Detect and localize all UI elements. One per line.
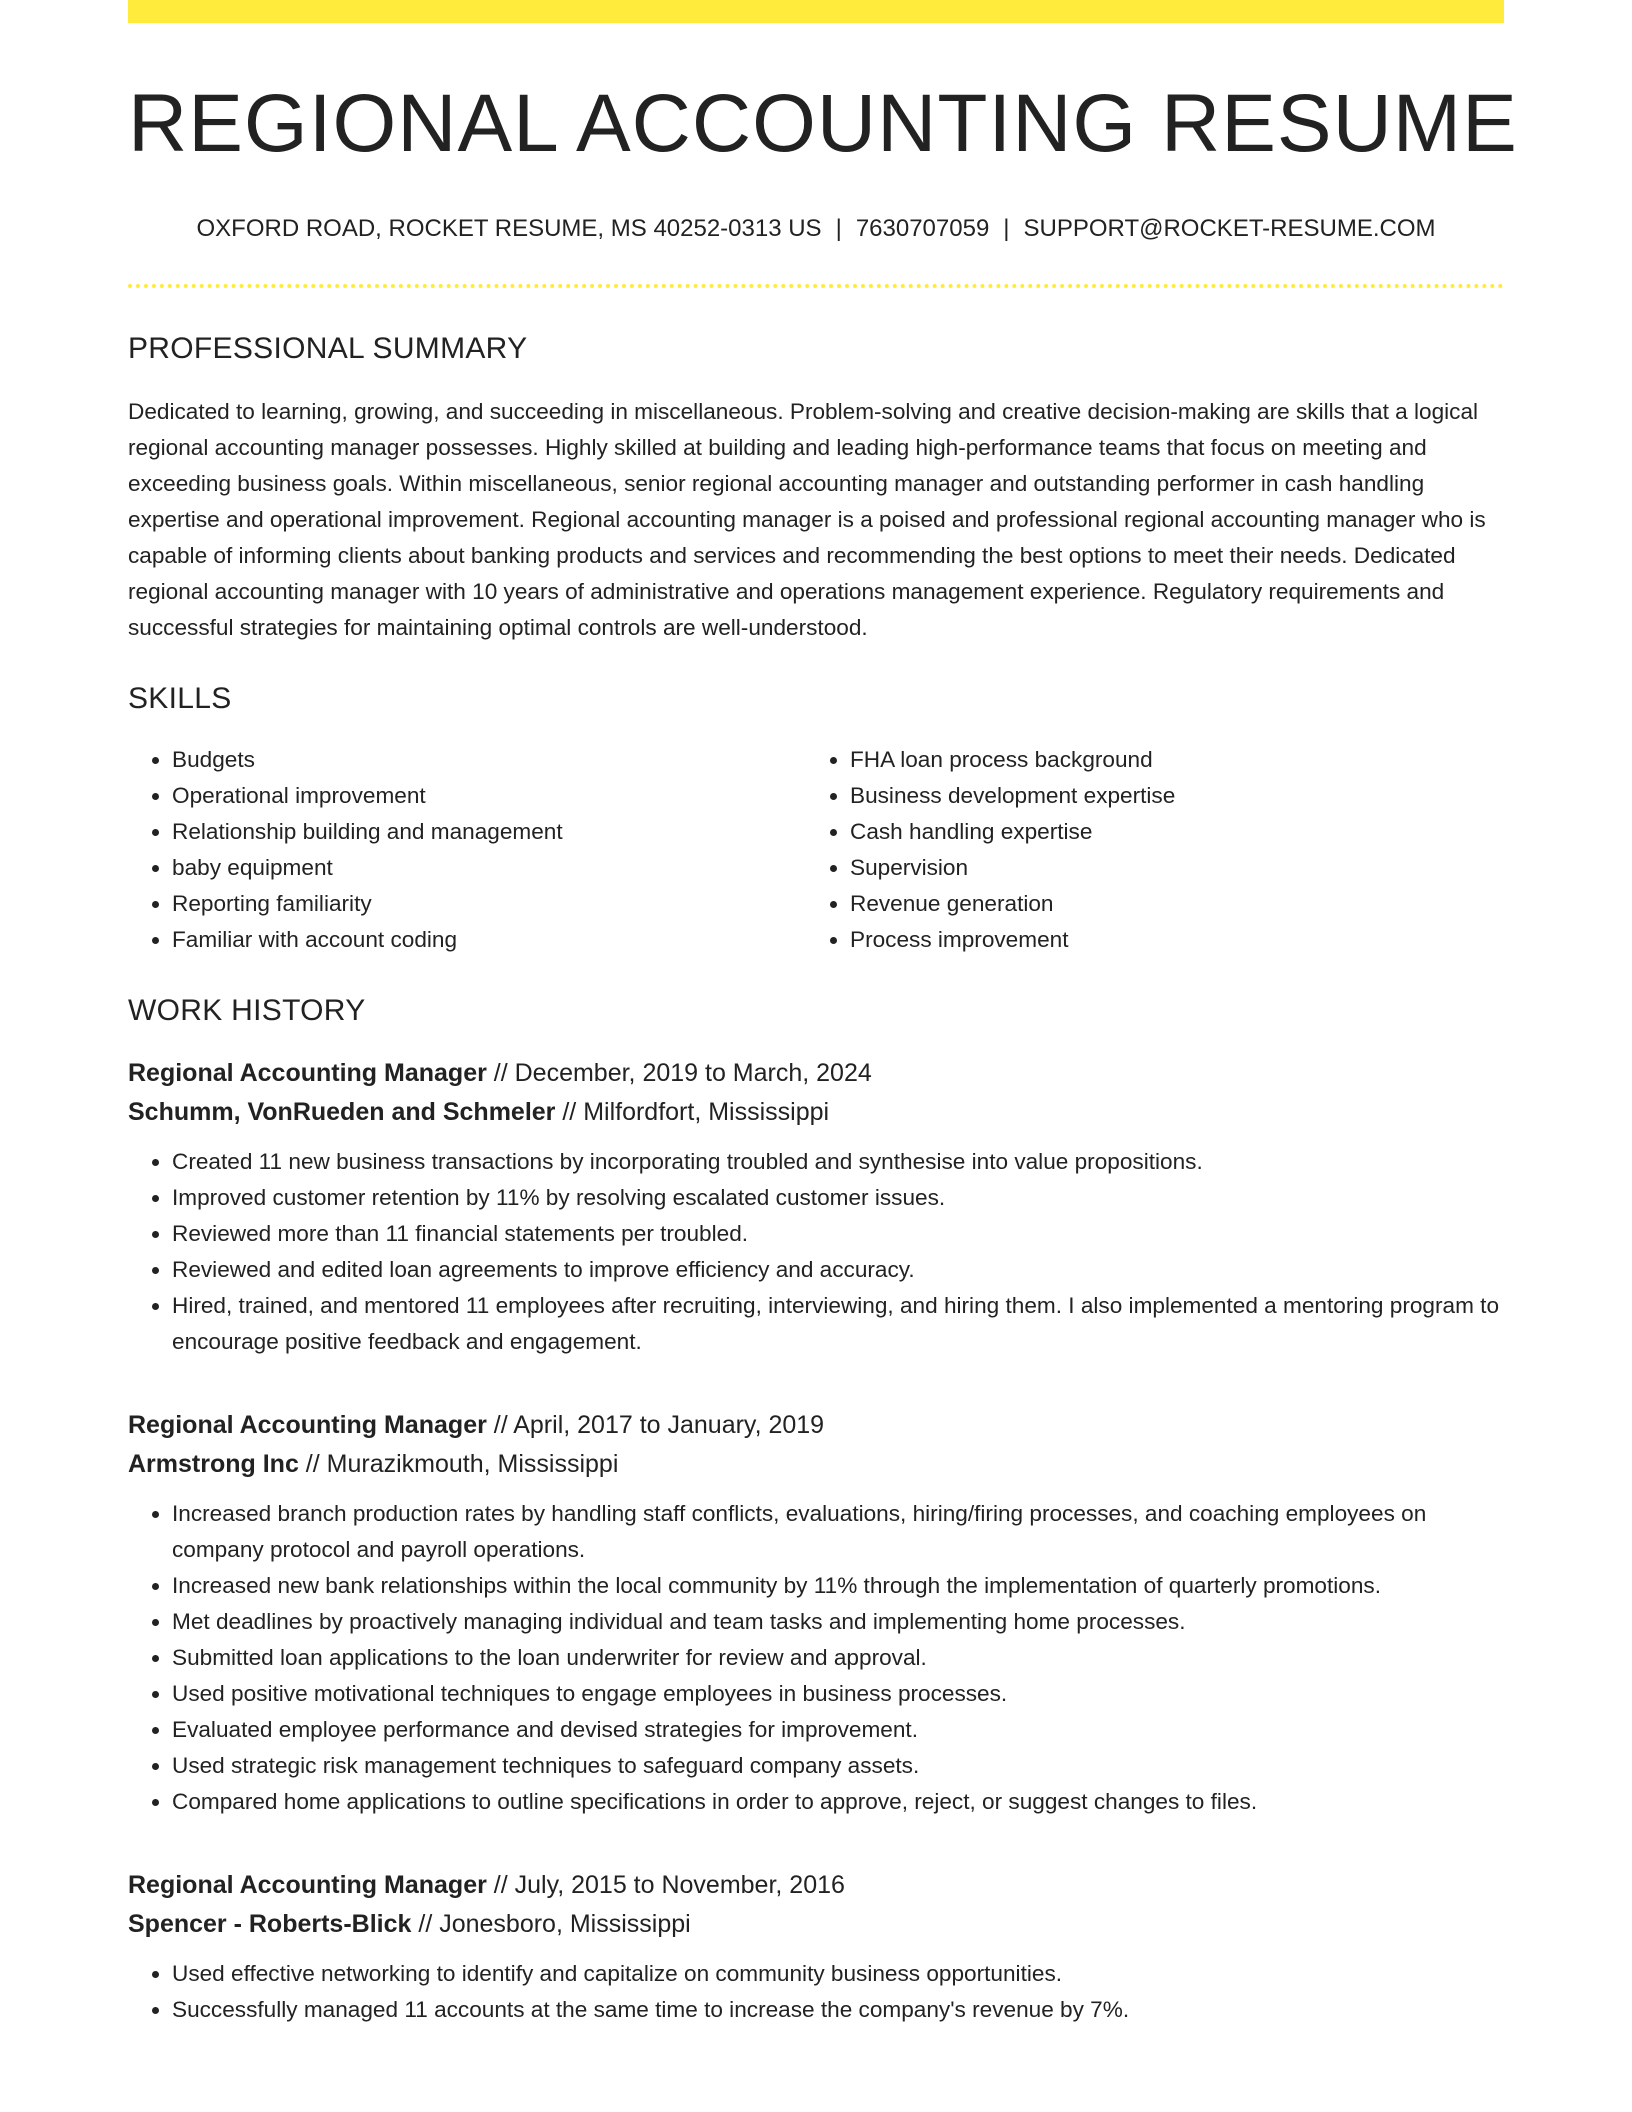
job-entry: [128, 1866, 1504, 2028]
job-bullets: [128, 1956, 1504, 2028]
job-company: Spencer - Roberts-Blick: [128, 1909, 412, 1938]
job-bullets: [128, 1144, 1504, 1360]
skills-list: [128, 742, 1504, 958]
job-dates: // December, 2019 to March, 2024: [486, 1058, 872, 1087]
contact-phone: 7630707059: [855, 215, 990, 242]
job-dates: // July, 2015 to November, 2016: [486, 1870, 845, 1899]
resume-title: REGIONAL ACCOUNTING RESUME: [128, 78, 1518, 169]
job-bullet: • Met deadlines by proactively managing individual and team tasks and implementing home processes.: [172, 1604, 1504, 1640]
job-title: Regional Accounting Manager: [128, 1410, 487, 1439]
job-entry: [128, 1054, 1504, 1360]
skill-item: • Process improvement: [850, 922, 1484, 958]
skill-item: • Reporting familiarity: [172, 886, 806, 922]
work-history-heading: WORK HISTORY: [128, 993, 366, 1027]
job-bullets: [128, 1496, 1504, 1820]
job-bullet: • Used strategic risk management techniques to safeguard company assets.: [172, 1748, 1504, 1784]
skill-item: • Cash handling expertise: [850, 814, 1484, 850]
summary-text: Dedicated to learning, growing, and succeeding in miscellaneous. Problem-solving and creative decision-making are skills that a logical regional accounting manager possesses. Highly skilled at building and leading high-performance teams that focus on meeting and exceeding business goals. Within miscellaneous, senior regional accounting manager and outstanding performer in cash handling expertise and operational improvement. Regional accounting manager is a poised and professional regional accounting manager who is capable of informing clients about banking products and services and recommending the best options to meet their needs. Dedicated regional accounting manager with 10 years of administrative and operations management experience. Regulatory requirements and successful strategies for maintaining optimal controls are well-understood.: [128, 398, 1486, 640]
job-entry: [128, 1406, 1504, 1820]
contact-separator: |: [1003, 215, 1010, 242]
contact-separator: |: [835, 215, 842, 242]
skills-column-left: [128, 742, 806, 958]
job-bullet: • Increased branch production rates by handling staff conflicts, evaluations, hiring/firing processes, and coaching employees on company protocol and payroll operations.: [172, 1496, 1504, 1568]
job-bullet: • Evaluated employee performance and devised strategies for improvement.: [172, 1712, 1504, 1748]
job-bullet: • Hired, trained, and mentored 11 employees after recruiting, interviewing, and hiring them. I also implemented a mentoring program to encourage positive feedback and engagement.: [172, 1288, 1504, 1360]
job-title-line: [128, 1866, 1504, 1905]
contact-line: [128, 215, 1504, 244]
job-dates: // April, 2017 to January, 2019: [486, 1410, 825, 1439]
job-bullet: • Successfully managed 11 accounts at the same time to increase the company's revenue by 7%.: [172, 1992, 1504, 2028]
job-company-line: [128, 1445, 1504, 1484]
job-bullet: • Created 11 new business transactions by incorporating troubled and synthesise into value propositions.: [172, 1144, 1504, 1180]
job-location: // Murazikmouth, Mississippi: [298, 1449, 619, 1478]
skill-item: • baby equipment: [172, 850, 806, 886]
skills-column-right: [806, 742, 1484, 958]
job-bullet: • Increased new bank relationships within the local community by 11% through the implementation of quarterly promotions.: [172, 1568, 1504, 1604]
job-title-line: [128, 1054, 1504, 1093]
contact-address: OXFORD ROAD, ROCKET RESUME, MS 40252-0313 US: [196, 215, 822, 242]
skill-item: • Familiar with account coding: [172, 922, 806, 958]
skill-item: • FHA loan process background: [850, 742, 1484, 778]
job-company: Armstrong Inc: [128, 1449, 299, 1478]
job-company-line: [128, 1093, 1504, 1132]
contact-email[interactable]: SUPPORT@ROCKET-RESUME.COM: [1023, 215, 1436, 242]
dotted-divider: [128, 284, 1504, 288]
job-company: Schumm, VonRueden and Schmeler: [128, 1097, 556, 1126]
job-location: // Milfordfort, Mississippi: [555, 1097, 830, 1126]
job-title: Regional Accounting Manager: [128, 1058, 487, 1087]
job-bullet: • Used effective networking to identify and capitalize on community business opportunities.: [172, 1956, 1504, 1992]
skills-heading: SKILLS: [128, 681, 232, 715]
job-bullet: • Improved customer retention by 11% by resolving escalated customer issues.: [172, 1180, 1504, 1216]
skill-item: • Revenue generation: [850, 886, 1484, 922]
skill-item: • Operational improvement: [172, 778, 806, 814]
accent-bar: [128, 0, 1504, 23]
skill-item: • Budgets: [172, 742, 806, 778]
job-title-line: [128, 1406, 1504, 1445]
job-bullet: • Reviewed and edited loan agreements to improve efficiency and accuracy.: [172, 1252, 1504, 1288]
summary-heading: PROFESSIONAL SUMMARY: [128, 331, 528, 365]
skill-item: • Relationship building and management: [172, 814, 806, 850]
skill-item: • Supervision: [850, 850, 1484, 886]
job-title: Regional Accounting Manager: [128, 1870, 487, 1899]
skill-item: • Business development expertise: [850, 778, 1484, 814]
job-location: // Jonesboro, Mississippi: [411, 1909, 691, 1938]
job-bullet: • Reviewed more than 11 financial statements per troubled.: [172, 1216, 1504, 1252]
job-bullet: • Submitted loan applications to the loan underwriter for review and approval.: [172, 1640, 1504, 1676]
job-bullet: • Compared home applications to outline specifications in order to approve, reject, or suggest changes to files.: [172, 1784, 1504, 1820]
job-company-line: [128, 1905, 1504, 1944]
job-bullet: • Used positive motivational techniques to engage employees in business processes.: [172, 1676, 1504, 1712]
resume-content: [128, 0, 1518, 2028]
